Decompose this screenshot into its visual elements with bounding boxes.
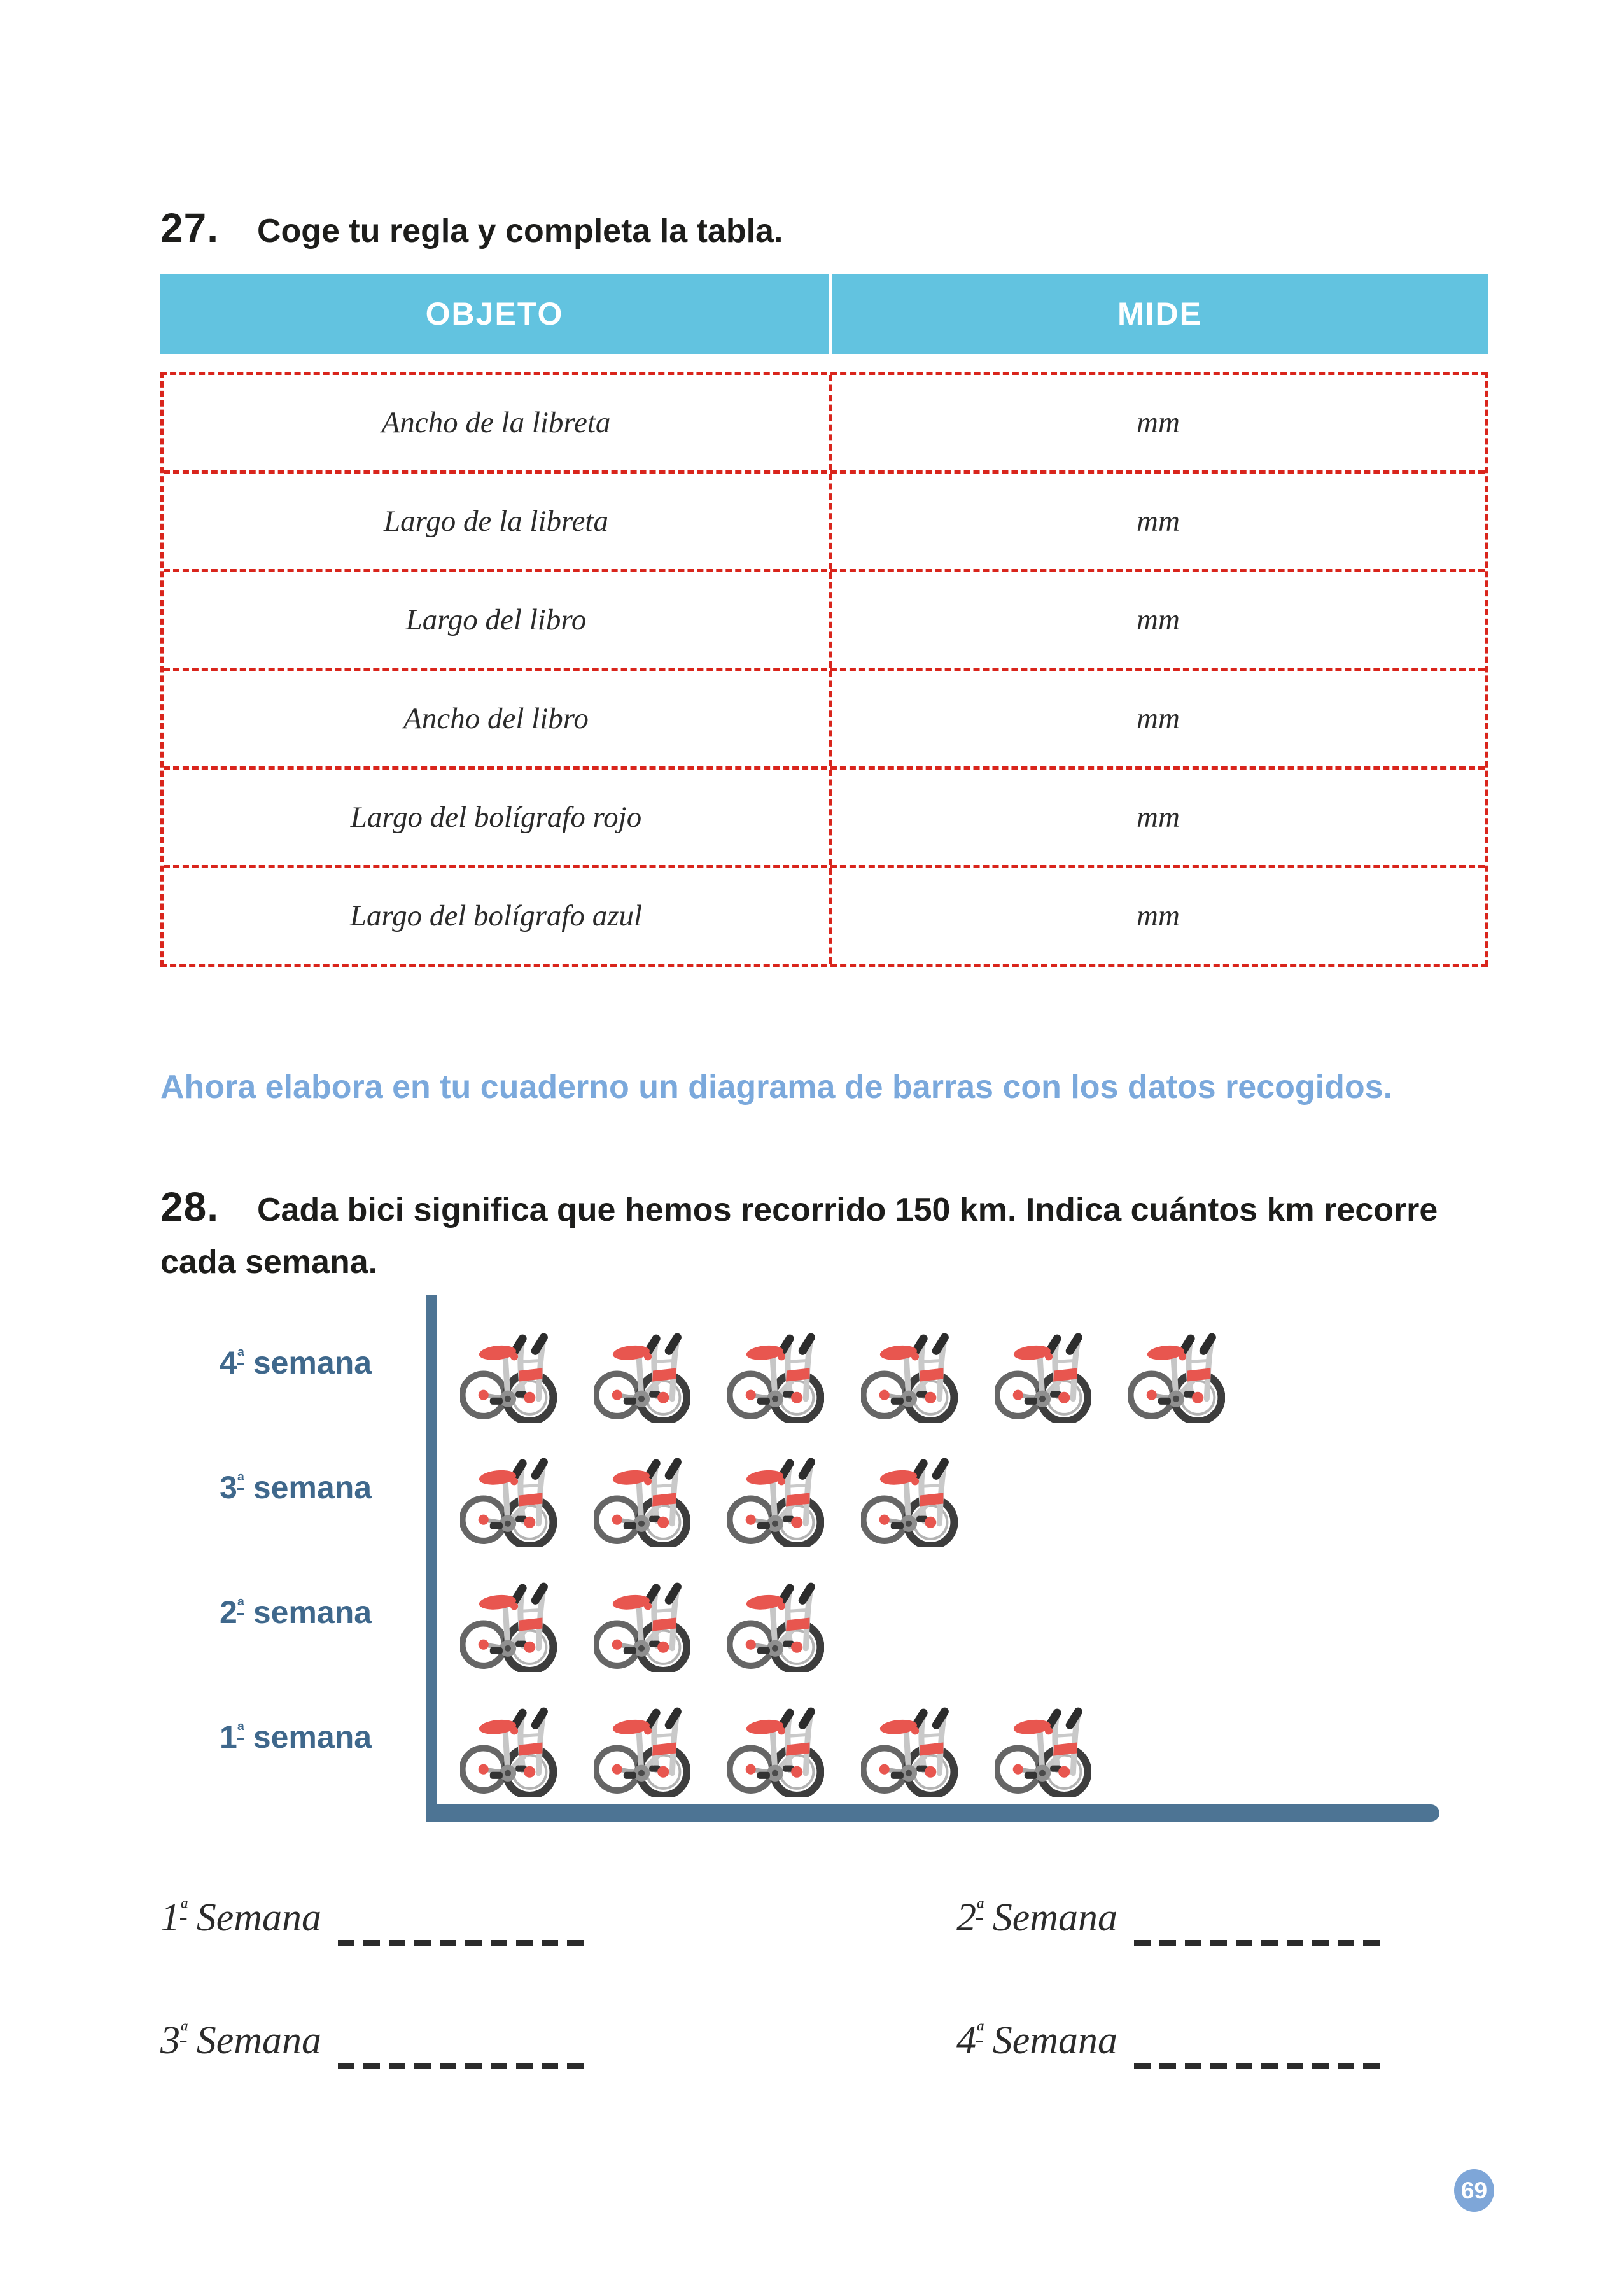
bike-icons-group (437, 1698, 1091, 1799)
page-number: 69 (1460, 2177, 1488, 2204)
bicycle-icon (727, 1573, 824, 1672)
mide-cell: mm (1137, 801, 1180, 834)
table-row (164, 569, 1485, 668)
mide-cell: mm (1137, 899, 1180, 932)
mide-cell: mm (1137, 702, 1180, 735)
exercise-28-heading (160, 1176, 1503, 1287)
answer-blank (1134, 2063, 1389, 2069)
chart-row (160, 1300, 1503, 1425)
bicycle-icon (594, 1573, 690, 1672)
bike-icons-group (437, 1448, 958, 1550)
bicycle-icon (861, 1448, 958, 1547)
answer-line (956, 1895, 1503, 1941)
exercise-27-heading (160, 197, 1503, 258)
answer-line (160, 1895, 956, 1941)
objeto-cell: Largo del bolígrafo azul (164, 868, 832, 964)
bicycle-icon (861, 1323, 958, 1423)
table-row (164, 375, 1485, 470)
exercise-27-number: 27. (160, 205, 219, 251)
bicycle-icon (460, 1573, 557, 1672)
week-label: $1^ª$ semana (220, 1719, 372, 1755)
exercise-28-title: Cada bici significa que hemos recorrido 150 km. Indica cuántos km recorre cada semana. (160, 1192, 1438, 1281)
bicycle-icon (995, 1323, 1091, 1423)
answer-line (160, 2018, 956, 2064)
objeto-cell: Ancho de la libreta (164, 375, 832, 470)
table-row (164, 766, 1485, 865)
measure-table-body (160, 372, 1488, 967)
ordinal-indicator: ª (976, 2019, 983, 2046)
bicycle-icon (727, 1323, 824, 1423)
mide-cell: mm (1137, 505, 1180, 538)
ordinal-indicator: ª (976, 1896, 983, 1923)
mide-cell: mm (1137, 406, 1180, 439)
bicycle-icon (1128, 1323, 1225, 1423)
objeto-cell: Largo del libro (164, 572, 832, 668)
answer-line (956, 2018, 1503, 2064)
ordinal-indicator: ª (180, 1896, 187, 1923)
answer-label: $4^ª$ Semana (956, 2019, 1118, 2062)
ordinal-indicator: ª (180, 2019, 187, 2046)
bicycle-icon (861, 1698, 958, 1797)
bike-pictogram-chart (160, 1295, 1503, 1827)
table-row (164, 470, 1485, 569)
bike-icons-group (437, 1323, 1225, 1425)
bicycle-icon (594, 1323, 690, 1423)
ordinal-indicator: ª (237, 1346, 244, 1367)
week-label: $2^ª$ semana (220, 1594, 372, 1630)
mide-cell: mm (1137, 603, 1180, 636)
ordinal-indicator: ª (237, 1595, 244, 1617)
table-header-objeto: OBJETO (160, 274, 829, 354)
bicycle-icon (727, 1698, 824, 1797)
bicycle-icon (594, 1698, 690, 1797)
answer-blank (338, 2063, 592, 2069)
objeto-cell: Largo del bolígrafo rojo (164, 770, 832, 865)
table-row (164, 865, 1485, 964)
answer-label: $2^ª$ Semana (956, 1896, 1118, 1939)
page-number-badge (1454, 2169, 1494, 2212)
measure-table-header (160, 274, 1488, 354)
table-row (164, 668, 1485, 766)
chart-rows (160, 1300, 1503, 1799)
bicycle-icon (460, 1323, 557, 1423)
exercise-27-title: Coge tu regla y completa la tabla. (256, 213, 783, 250)
chart-row (160, 1550, 1503, 1675)
answer-blank (1134, 1940, 1389, 1946)
objeto-cell: Ancho del libro (164, 671, 832, 766)
bike-icons-group (437, 1573, 824, 1675)
followup-instruction: Ahora elabora en tu cuaderno un diagrama de barras con los datos recogidos. (160, 1069, 1393, 1106)
week-label: $4^ª$ semana (220, 1345, 372, 1381)
objeto-cell: Largo de la libreta (164, 474, 832, 569)
bicycle-icon (460, 1698, 557, 1797)
answer-blank (338, 1940, 592, 1946)
ordinal-indicator: ª (237, 1720, 244, 1741)
chart-row (160, 1425, 1503, 1550)
bicycle-icon (460, 1448, 557, 1547)
table-header-mide: MIDE (832, 274, 1488, 354)
bicycle-icon (995, 1698, 1091, 1797)
answer-label: $3^ª$ Semana (160, 2019, 322, 2062)
exercise-28-number: 28. (160, 1184, 219, 1230)
bicycle-icon (727, 1448, 824, 1547)
week-label: $3^ª$ semana (220, 1470, 372, 1505)
answer-label: $1^ª$ Semana (160, 1896, 322, 1939)
chart-x-axis (426, 1804, 1439, 1822)
chart-row (160, 1675, 1503, 1799)
answers-area (160, 1895, 1503, 2064)
bicycle-icon (594, 1448, 690, 1547)
ordinal-indicator: ª (237, 1470, 244, 1492)
